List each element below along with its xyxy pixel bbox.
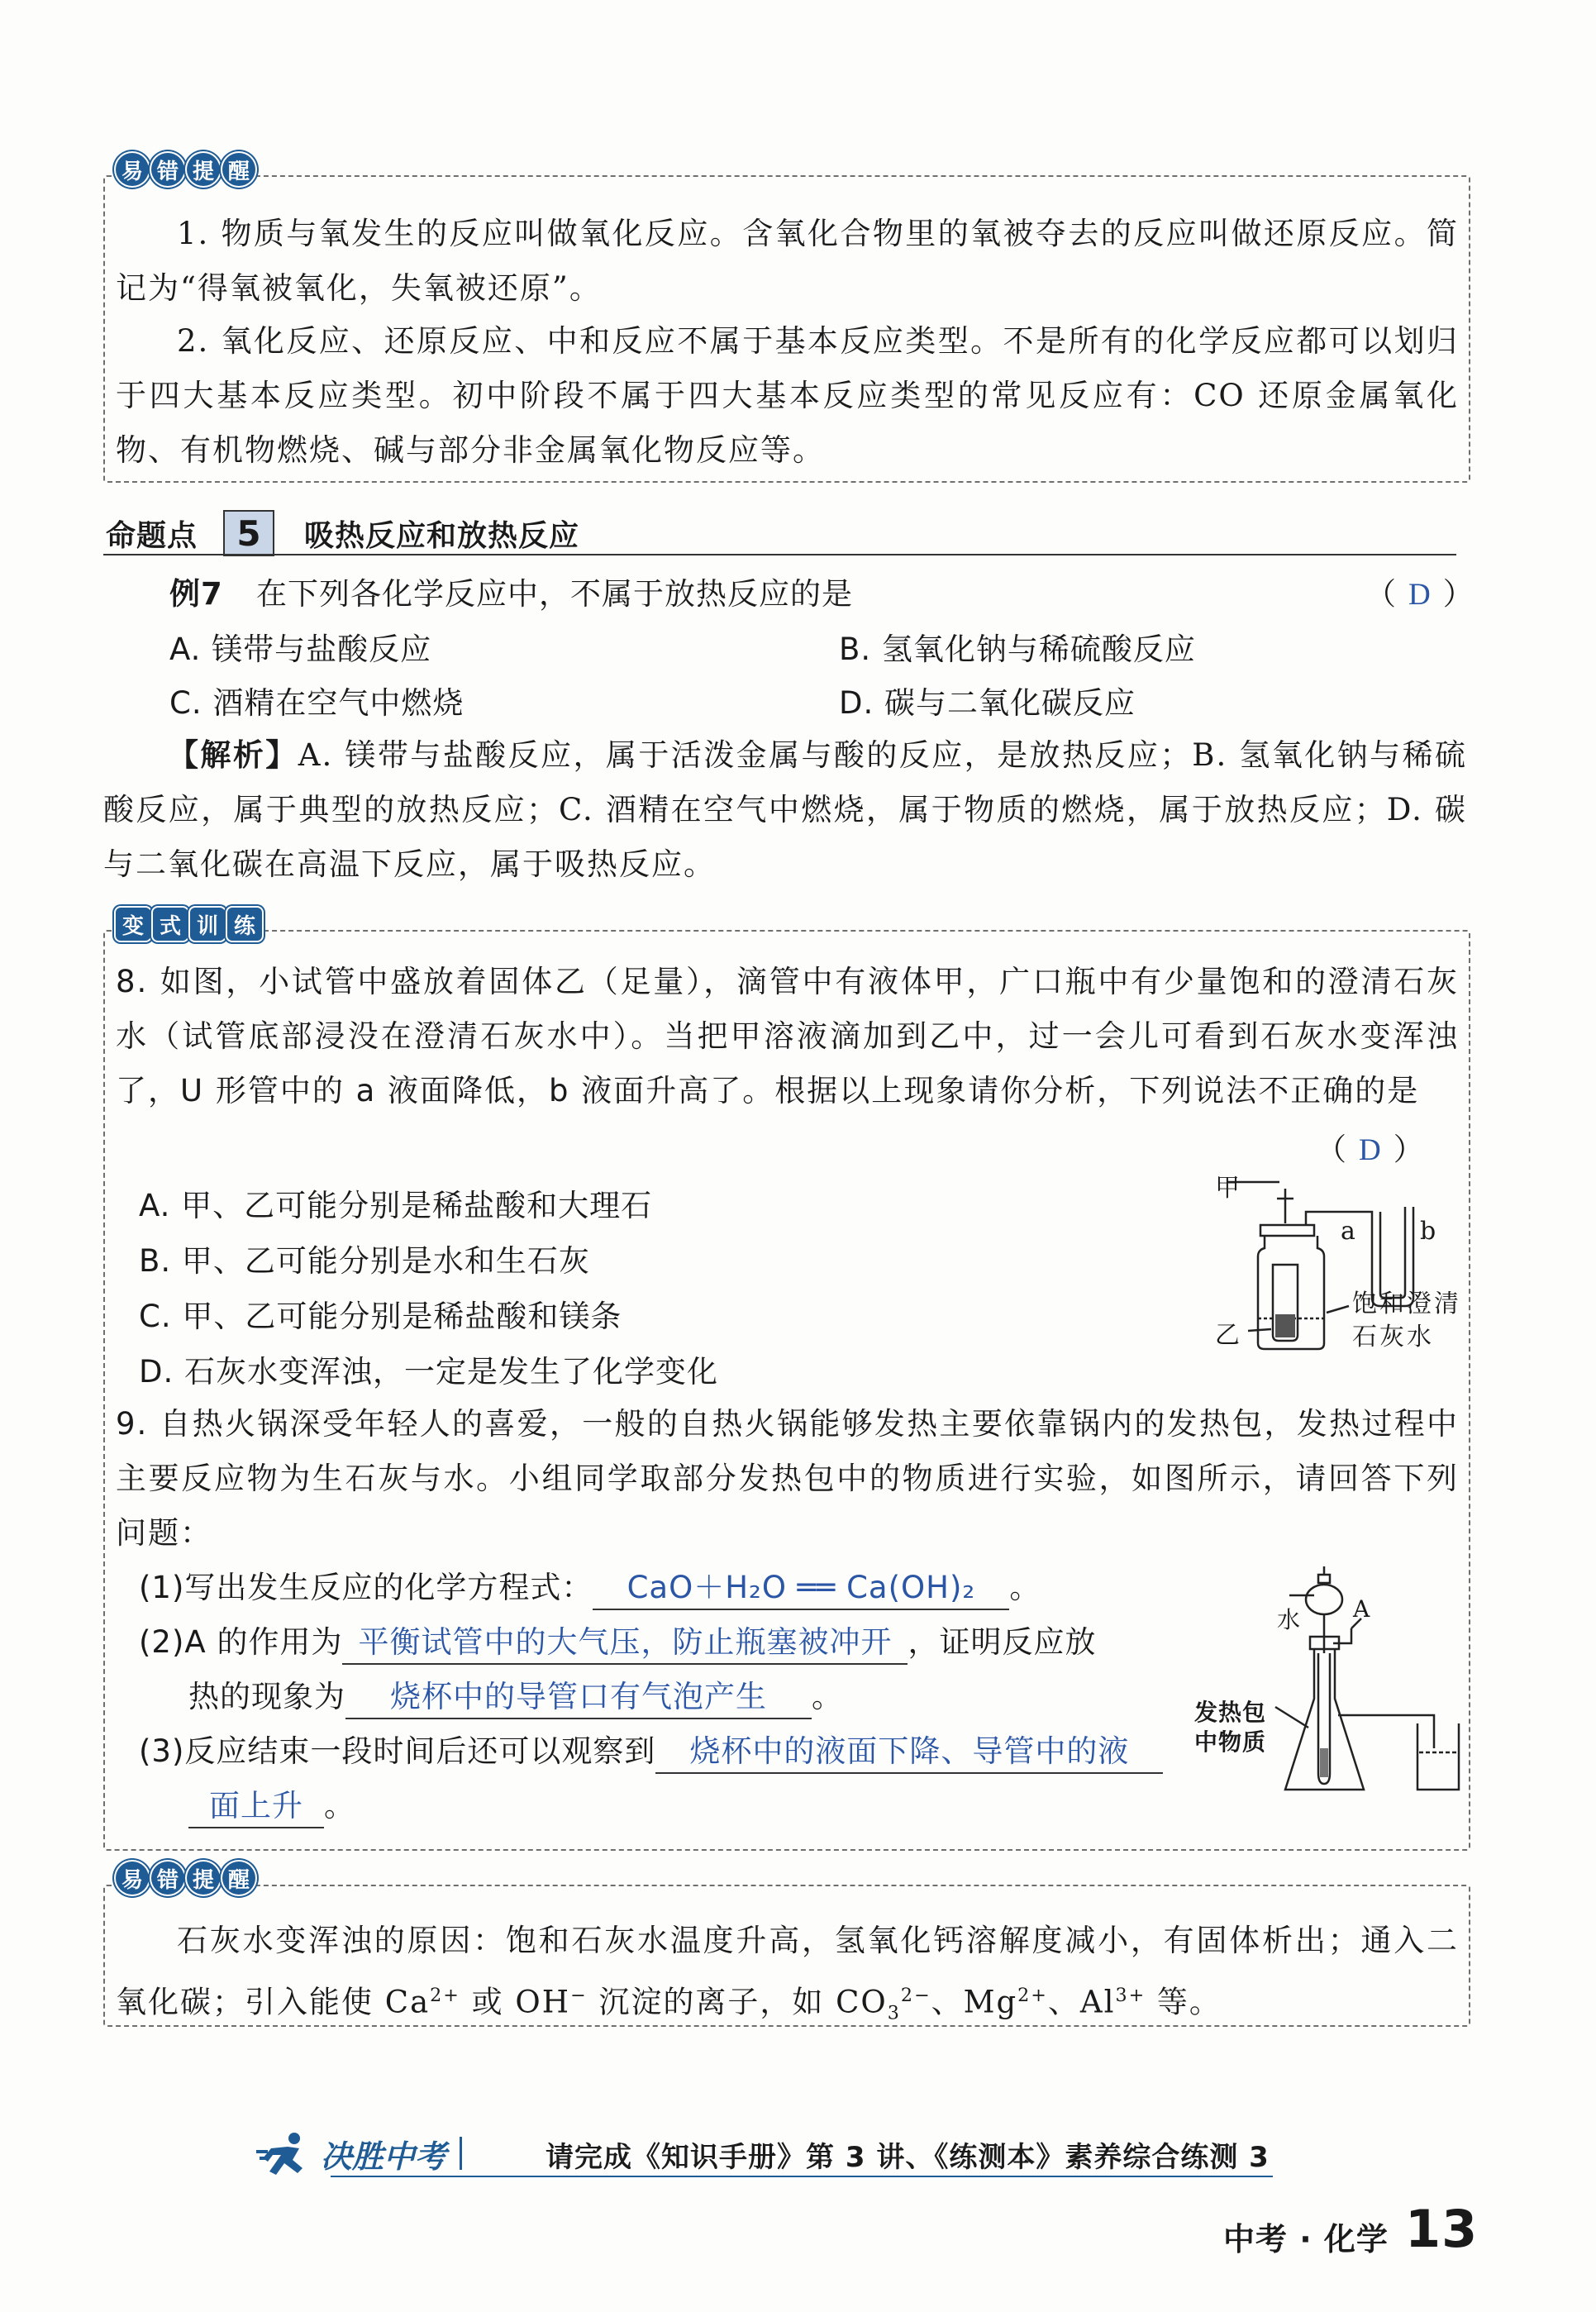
- tip2-text-f: 等。: [1146, 1984, 1222, 2020]
- fig9-label-A: A: [1353, 1595, 1371, 1623]
- q9-sub2b: [188, 1671, 843, 1719]
- runner-icon: [256, 2130, 314, 2176]
- footer-note: 请完成《知识手册》第 3 讲、《练测本》素养综合练测 3: [545, 2141, 1270, 2174]
- tip1-paragraph-1: 1. 物质与氧发生的反应叫做氧化反应。含氧化合物里的氧被夺去的反应叫做还原反应。简记为“得氧被氧化，失氧被还原”。: [116, 216, 1459, 306]
- q9-sub2-prompt: (2)A 的作用为: [139, 1624, 343, 1660]
- question-8-text: 8. 如图，小试管中盛放着固体乙（足量），滴管中有液体甲，广口瓶中有少量饱和的澄清石灰水（试管底部浸没在澄清石灰水中）。当把甲溶液滴加到乙中，过一会儿可看到石灰水变浑浊了，U 形管中的 a 液面降低，b 液面升高了。根据以上现象请你分析，下列说法不正确的是: [116, 964, 1459, 1108]
- tip2-sup-3: 2−: [900, 1985, 931, 2006]
- fig9-label-2: 中物质: [1194, 1728, 1267, 1756]
- bracket-close: ）: [1393, 1132, 1425, 1167]
- question-8-answer-bracket: [1316, 1124, 1425, 1169]
- page-number: 13: [1405, 2199, 1479, 2259]
- q9-sub3: [139, 1726, 1163, 1774]
- tip2-sub-3: 3: [887, 2002, 901, 2024]
- badge-char: 易: [116, 153, 149, 186]
- analysis-label: 【解析】: [168, 737, 298, 773]
- q9-sub3-prompt: (3)反应结束一段时间后还可以观察到: [139, 1733, 656, 1769]
- badge-char: 训: [190, 908, 225, 941]
- q9-sub2-answer: 平衡试管中的大气压，防止瓶塞被冲开: [342, 1622, 908, 1665]
- tip1-paragraph-2: 2. 氧化反应、还原反应、中和反应不属于基本反应类型。不是所有的化学反应都可以划归于四大基本反应类型。初中阶段不属于四大基本反应类型的常见反应有：CO 还原金属氧化物、有机物燃烧、碱与部分非金属氧化物反应等。: [116, 323, 1459, 468]
- footer-logo-text: 决胜中考: [321, 2138, 447, 2175]
- tip2-sup-5: 3+: [1115, 1985, 1146, 2006]
- q9-sub1-answer: CaO＋H₂O ══ Ca(OH)₂: [593, 1567, 1009, 1610]
- fig8-label-yi: 乙: [1215, 1321, 1241, 1350]
- badge-char: 提: [187, 1862, 220, 1895]
- tip2-sup-2: −: [569, 1985, 588, 2006]
- badge-char: 醒: [222, 1862, 255, 1895]
- q9-sub2b-answer: 烧杯中的导管口有气泡产生: [345, 1676, 812, 1719]
- badge-char: 易: [116, 1862, 149, 1895]
- question-8-answer: D: [1359, 1133, 1382, 1167]
- tip2-paragraph: [116, 1914, 1459, 2041]
- tip2-text-a: 石灰水变浑浊的原因：饱和石灰水温度升高，氢氧化钙溶解度减小，有固体析出；通入二氧化碳；引入能使 Ca: [116, 1923, 1459, 2020]
- fig9-label-1: 发热包: [1194, 1699, 1267, 1726]
- q8-option-b: B. 甲、乙可能分别是水和生石灰: [139, 1243, 590, 1279]
- q9-sub2b-end: 。: [812, 1679, 843, 1714]
- fig8-label-2: 石灰水: [1352, 1323, 1434, 1351]
- bracket-close: ）: [1442, 576, 1475, 612]
- q9-sub3-answer: 烧杯中的液面下降、导管中的液: [655, 1731, 1163, 1774]
- footer-underline: [331, 2176, 1273, 2177]
- q9-sub1: [139, 1562, 1041, 1610]
- q9-sub3b-answer: 面上升: [188, 1785, 324, 1828]
- badge-char: 错: [151, 153, 184, 186]
- option-c: C. 酒精在空气中燃烧: [169, 685, 465, 721]
- q8-option-d: D. 石灰水变浑浊，一定是发生了化学变化: [139, 1354, 719, 1390]
- q9-sub1-prompt: (1)写出发生反应的化学方程式：: [139, 1570, 593, 1605]
- tip2-text-c: 沉淀的离子，如 CO: [587, 1984, 888, 2020]
- section-divider: [103, 554, 1456, 555]
- q8-apparatus-figure: [1215, 1174, 1471, 1364]
- example-answer: D: [1408, 578, 1432, 612]
- option-d: D. 碳与二氧化碳反应: [839, 685, 1136, 721]
- footer-subject: 中考 · 化学: [1223, 2221, 1389, 2257]
- badge-char: 醒: [222, 153, 255, 186]
- q8-option-a: A. 甲、乙可能分别是稀盐酸和大理石: [139, 1188, 653, 1223]
- q9-sub2-end: ，证明反应放: [908, 1624, 1097, 1660]
- practice-badge: [116, 908, 262, 941]
- option-a: A. 镁带与盐酸反应: [169, 632, 432, 667]
- example-question: 在下列各化学反应中，不属于放热反应的是: [256, 576, 853, 612]
- q9-sub2: [139, 1617, 1096, 1665]
- badge-char: 提: [187, 153, 220, 186]
- tip2-sup-1: 2+: [430, 1985, 460, 2006]
- fig9-label-water: 水: [1277, 1606, 1302, 1633]
- heating-pack-material: [1320, 1748, 1328, 1777]
- tip2-text-e: 、Al: [1047, 1984, 1116, 2020]
- question-9-text: 9. 自热火锅深受年轻人的喜爱，一般的自热火锅能够发热主要依靠锅内的发热包，发热过程中主要反应物为生石灰与水。小组同学取部分发热包中的物质进行实验，如图所示，请回答下列问题：: [116, 1406, 1459, 1551]
- badge-char: 式: [153, 908, 188, 941]
- bracket-open: （: [1316, 1132, 1347, 1167]
- solid-sample: [1275, 1314, 1295, 1337]
- badge-char: 变: [116, 908, 150, 941]
- tip2-text-b: 或 OH: [460, 1984, 570, 2020]
- badge-char: 错: [151, 1862, 184, 1895]
- section-prefix: 命题点: [106, 519, 198, 553]
- fig8-label-a: a: [1341, 1217, 1356, 1246]
- q9-sub3b: [188, 1780, 355, 1828]
- example-analysis: [103, 727, 1467, 892]
- bracket-open: （: [1365, 576, 1397, 612]
- q8-option-c: C. 甲、乙可能分别是稀盐酸和镁条: [139, 1299, 622, 1334]
- option-b: B. 氢氧化钠与稀硫酸反应: [839, 632, 1196, 667]
- q9-apparatus-svg: [1194, 1562, 1467, 1810]
- badge-char: 练: [227, 908, 262, 941]
- fig8-label-jia: 甲: [1215, 1174, 1241, 1203]
- footer-logo: [256, 2128, 462, 2178]
- example-label: 例7: [169, 576, 223, 612]
- analysis-text: A. 镁带与盐酸反应，属于活泼金属与酸的反应，是放热反应；B. 氢氧化钠与稀硫酸反应，属于典型的放热反应；C. 酒精在空气中燃烧，属于物质的燃烧，属于放热反应；D. 碳与二氧化碳在高温下反应，属于吸热反应。: [103, 737, 1468, 882]
- tip-badge-1: [116, 153, 255, 186]
- q9-apparatus-figure: [1194, 1562, 1467, 1810]
- fig8-label-b: b: [1420, 1217, 1437, 1246]
- tip2-text-d: 、Mg: [931, 1984, 1018, 2020]
- q9-sub1-end: 。: [1009, 1570, 1041, 1605]
- section-number: 5: [223, 510, 274, 556]
- example-answer-bracket: [1365, 569, 1475, 613]
- footer-logo-divider: [460, 2137, 462, 2170]
- q9-sub2b-prompt: 热的现象为: [188, 1679, 345, 1714]
- tip-badge-2: [116, 1862, 255, 1895]
- section-title: 吸热反应和放热反应: [304, 519, 580, 553]
- fig8-label-1: 饱和澄清: [1352, 1289, 1461, 1318]
- q9-sub3b-end: 。: [324, 1788, 355, 1823]
- tip2-sup-4: 2+: [1017, 1985, 1048, 2006]
